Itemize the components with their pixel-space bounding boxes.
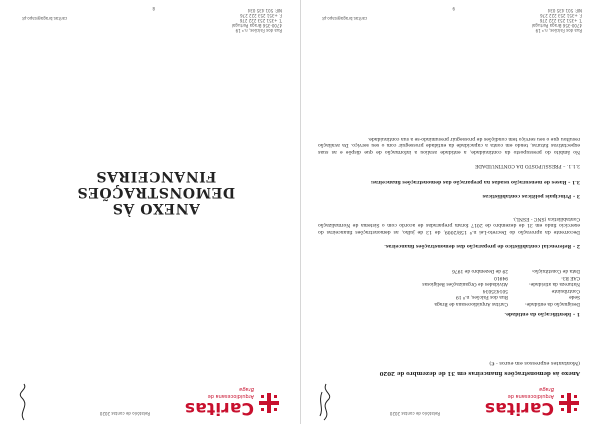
brand-name: Caritas	[184, 398, 254, 418]
annex-title: ANEXO ÀS DEMONSTRAÇÕES FINANCEIRAS	[76, 168, 236, 216]
brand-subtitle: Arquidiocesana de	[507, 393, 554, 399]
report-label: Relatório de contas 2020	[99, 411, 150, 416]
brand-subtitle: Arquidiocesana de	[207, 393, 254, 399]
footer-address: Rua dos Falcões, n.º 19 4700-356 Braga Portugal T. +351 253 222 276 F. +351 253 222 276 NIF: 501 435 034	[531, 8, 582, 33]
footer-address: Rua dos Falcões, n.º 19 4700-356 Braga Portugal T. +351 253 222 276 F. +351 253 222 276 NIF: 501 435 034	[231, 8, 282, 33]
section-3-heading: 3 – Principais políticas contabilísticas	[482, 193, 580, 198]
annex-text-page	[300, 0, 600, 424]
page-number: 9	[452, 6, 455, 11]
caritas-cross-icon	[558, 392, 580, 414]
brand-city: Braga	[539, 386, 554, 392]
section-3-1-1-heading: 3.1.1. – PRESSUPOSTO DA CONTINUIDADE	[474, 163, 580, 168]
table-row: Data de Constituição: 29 de Dezembro de 1976	[452, 268, 580, 274]
table-row: Designação da entidade: Caritas Arquidiocesana de Braga	[434, 301, 580, 306]
footer-email: caritas.braga@sapo.pt	[322, 16, 368, 21]
signature-mark	[312, 382, 338, 422]
section-2-heading: 2 – Referencial contabilístico de preparação das demonstrações financeiras.	[384, 243, 580, 248]
document-subtitle: (Montantes expressos em euros - €)	[489, 360, 580, 366]
caritas-cross-icon	[258, 392, 280, 414]
document-title: Anexo às demonstrações financeiras em 31 de dezembro de 2020	[379, 370, 580, 376]
table-row: Sede Rua dos Falcões, n.º 19	[455, 294, 580, 300]
caritas-logo	[170, 382, 280, 418]
brand-city: Braga	[239, 386, 254, 392]
page-fold	[300, 0, 301, 424]
footer-email: caritas.braga@sapo.pt	[22, 16, 68, 21]
table-row: Natureza da atividade: Atividades de Organizações Religiosas	[422, 281, 580, 287]
page-number: 8	[152, 6, 155, 11]
entity-identification-table	[378, 267, 580, 306]
report-label: Relatório de contas 2020	[389, 411, 440, 416]
table-row: CAE R3: 94910	[494, 275, 580, 280]
section-2-body: Decorrente da aprovação do Decreto-Lei n.º 158/2009, de 13 de julho, as demonstrações financeiras do exercício findo em 31 de dezembro de 2017 foram preparadas de acordo com o Sistema de Normalização Contabilística (SNC - ESNL).	[318, 215, 580, 234]
brand-name: Caritas	[484, 398, 554, 418]
section-1-heading: 1 – Identificação da entidade.	[504, 311, 580, 316]
caritas-logo	[470, 382, 580, 418]
section-3-1-1-body: No âmbito do pressuposto da continuidade, a entidade avaliou a informação de que dispõe e as suas expectativas futuras, tendo em conta a capacidade da entidade prosseguir com o seu serviço. Da avaliação resultou que o seu serviço tem condições de prosseguir presumindo-se a sua continuidade.	[318, 135, 580, 154]
signature-mark	[10, 382, 36, 422]
section-3-1-heading: 3.1 – Bases de mensuração usadas na preparação das demonstrações financeiras:	[370, 179, 580, 184]
table-row: Contribuinte 501435034	[482, 288, 580, 293]
